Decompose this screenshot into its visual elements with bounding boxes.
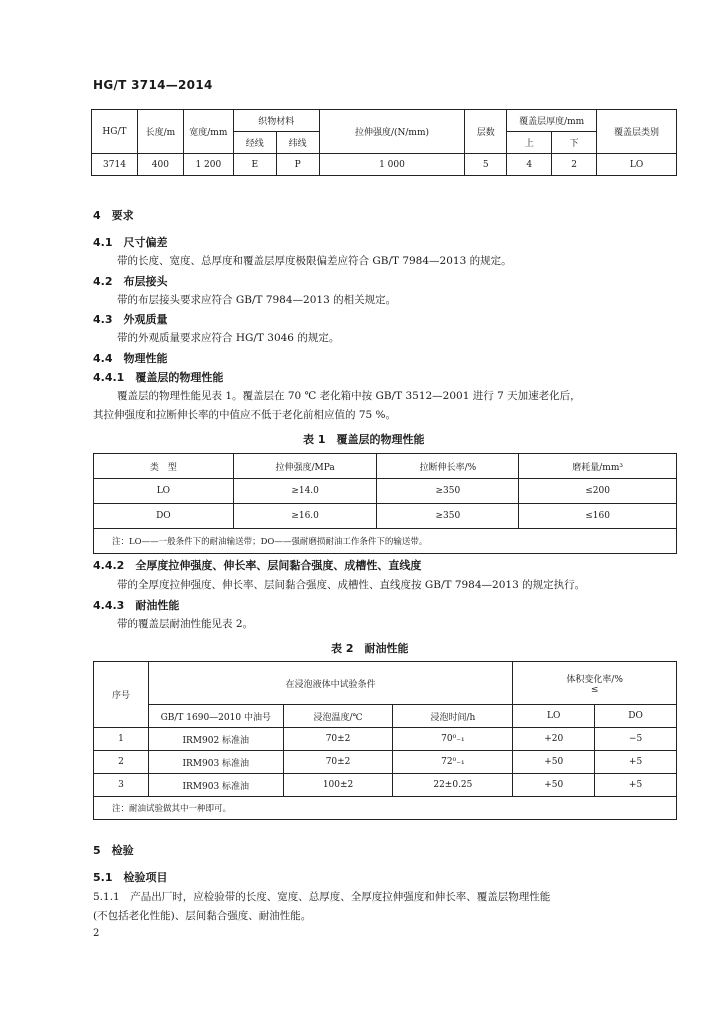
section-5-1-1-text-2: (不包括老化性能)、层间黏合强度、耐油性能。 [93, 910, 312, 922]
table-2-note: 注：耐油试验做其中一种即可。 [94, 797, 677, 820]
table-cell: +50 [513, 774, 595, 797]
table-row [94, 774, 677, 797]
table-cell: LO [597, 154, 677, 176]
th-type: 类 型 [94, 454, 234, 479]
section-4-4-1-text-1: 覆盖层的物理性能见表 1。覆盖层在 70 ℃ 老化箱中按 GB/T 3512—2001 进行 7 天加速老化后， [117, 390, 581, 402]
table-1-note: 注：LO——一般条件下的耐油输送带；DO——强耐磨损耐油工作条件下的输送带。 [94, 529, 677, 554]
table-cell: LO [94, 479, 234, 504]
table-cell: 4 [507, 154, 552, 176]
volume-change-label: 体积变化率/% [566, 674, 623, 685]
table-cell: ≥16.0 [233, 504, 377, 529]
table-cell: ≥350 [377, 479, 519, 504]
table-cell: 2 [552, 154, 597, 176]
table-cell: 100±2 [283, 774, 393, 797]
table-row [92, 154, 677, 176]
table-cell: ≤160 [519, 504, 677, 529]
table-cell: 1 200 [183, 154, 233, 176]
table-cell: −5 [595, 728, 677, 751]
table-cell: 5 [465, 154, 507, 176]
table-cell: ≥14.0 [233, 479, 377, 504]
table-cell: IRM902 标准油 [148, 728, 283, 751]
th-fabric: 织物材料 [233, 110, 319, 132]
th-warp: 经线 [233, 132, 276, 154]
table-1 [93, 453, 677, 554]
th-weft: 纬线 [276, 132, 319, 154]
section-4-1-text: 带的长度、宽度、总厚度和覆盖层厚度极限偏差应符合 GB/T 7984—2013 的规定。 [117, 255, 512, 267]
th-upper: 上 [507, 132, 552, 154]
section-4-1-heading: 4.1 尺寸偏差 [93, 236, 168, 249]
section-4-heading: 4 要求 [93, 209, 134, 222]
table-cell: +5 [595, 774, 677, 797]
table-cell: 3714 [92, 154, 138, 176]
section-4-4-1-heading: 4.4.1 覆盖层的物理性能 [93, 371, 224, 384]
table-row [94, 728, 677, 751]
table-cell: ≥350 [377, 504, 519, 529]
section-4-4-heading: 4.4 物理性能 [93, 352, 168, 365]
th-seq: 序号 [94, 662, 149, 728]
table-cell: 1 [94, 728, 149, 751]
table-cell: IRM903 标准油 [148, 774, 283, 797]
standard-header: HG/T 3714—2014 [93, 78, 213, 92]
table-2-caption: 表 2 耐油性能 [331, 642, 409, 655]
th-elongation: 拉断伸长率/% [377, 454, 519, 479]
table-cell: 400 [137, 154, 183, 176]
th-oil-grade: GB/T 1690—2010 中油号 [148, 705, 283, 728]
section-5-1-1-text-1: 5.1.1 产品出厂时，应检验带的长度、宽度、总厚度、全厚度拉伸强度和伸长率、覆盖层物理性能 [93, 891, 551, 903]
th-cover: 覆盖层厚度/mm [507, 110, 597, 132]
table-cell: 2 [94, 751, 149, 774]
th-hgt: HG/T [92, 110, 138, 154]
table-cell: IRM903 标准油 [148, 751, 283, 774]
spec-table [91, 109, 677, 176]
section-4-4-2-text: 带的全厚度拉伸强度、伸长率、层间黏合强度、成槽性、直线度按 GB/T 7984—2013 的规定执行。 [117, 579, 586, 591]
table-cell: +20 [513, 728, 595, 751]
th-volume-change [513, 662, 677, 705]
section-4-4-2-heading: 4.4.2 全厚度拉伸强度、伸长率、层间黏合强度、成槽性、直线度 [93, 559, 422, 572]
section-4-3-text: 带的外观质量要求应符合 HG/T 3046 的规定。 [117, 332, 340, 344]
table-cell: P [276, 154, 319, 176]
section-4-4-1-text-2: 其拉伸强度和拉断伸长率的中值应不低于老化前相应值的 75 %。 [93, 409, 397, 421]
table-cell: 70±2 [283, 728, 393, 751]
section-5-1-heading: 5.1 检验项目 [93, 871, 168, 884]
section-4-2-text: 带的布层接头要求应符合 GB/T 7984—2013 的相关规定。 [117, 294, 397, 306]
table-cell: 70⁰₋₁ [393, 728, 513, 751]
section-4-3-heading: 4.3 外观质量 [93, 313, 168, 326]
table-cell: 1 000 [319, 154, 465, 176]
th-immersion-time: 浸泡时间/h [393, 705, 513, 728]
volume-change-symbol: ≤ [590, 684, 599, 695]
table-row [94, 751, 677, 774]
th-cover-class: 覆盖层类别 [597, 110, 677, 154]
table-cell: +5 [595, 751, 677, 774]
th-lo: LO [513, 705, 595, 728]
table-cell: ≤200 [519, 479, 677, 504]
th-length: 长度/m [137, 110, 183, 154]
th-width: 宽度/mm [183, 110, 233, 154]
section-4-4-3-heading: 4.4.3 耐油性能 [93, 599, 180, 612]
table-cell: 70±2 [283, 751, 393, 774]
page-number: 2 [93, 928, 100, 939]
th-immersion-temp: 浸泡温度/℃ [283, 705, 393, 728]
table-row [94, 504, 677, 529]
section-5-heading: 5 检验 [93, 844, 134, 857]
th-abrasion: 磨耗量/mm³ [519, 454, 677, 479]
table-row [94, 479, 677, 504]
table-1-caption: 表 1 覆盖层的物理性能 [303, 433, 425, 446]
table-cell: 72⁰₋₁ [393, 751, 513, 774]
table-cell: DO [94, 504, 234, 529]
section-4-4-3-text: 带的覆盖层耐油性能见表 2。 [117, 618, 254, 630]
th-conditions: 在浸泡液体中试验条件 [148, 662, 512, 705]
th-do: DO [595, 705, 677, 728]
th-tensile: 拉伸强度/(N/mm) [319, 110, 465, 154]
th-plies: 层数 [465, 110, 507, 154]
section-4-2-heading: 4.2 布层接头 [93, 275, 168, 288]
table-cell: E [233, 154, 276, 176]
table-cell: +50 [513, 751, 595, 774]
th-tensile-mpa: 拉伸强度/MPa [233, 454, 377, 479]
table-cell: 22±0.25 [393, 774, 513, 797]
table-2 [93, 661, 677, 820]
th-lower: 下 [552, 132, 597, 154]
table-cell: 3 [94, 774, 149, 797]
